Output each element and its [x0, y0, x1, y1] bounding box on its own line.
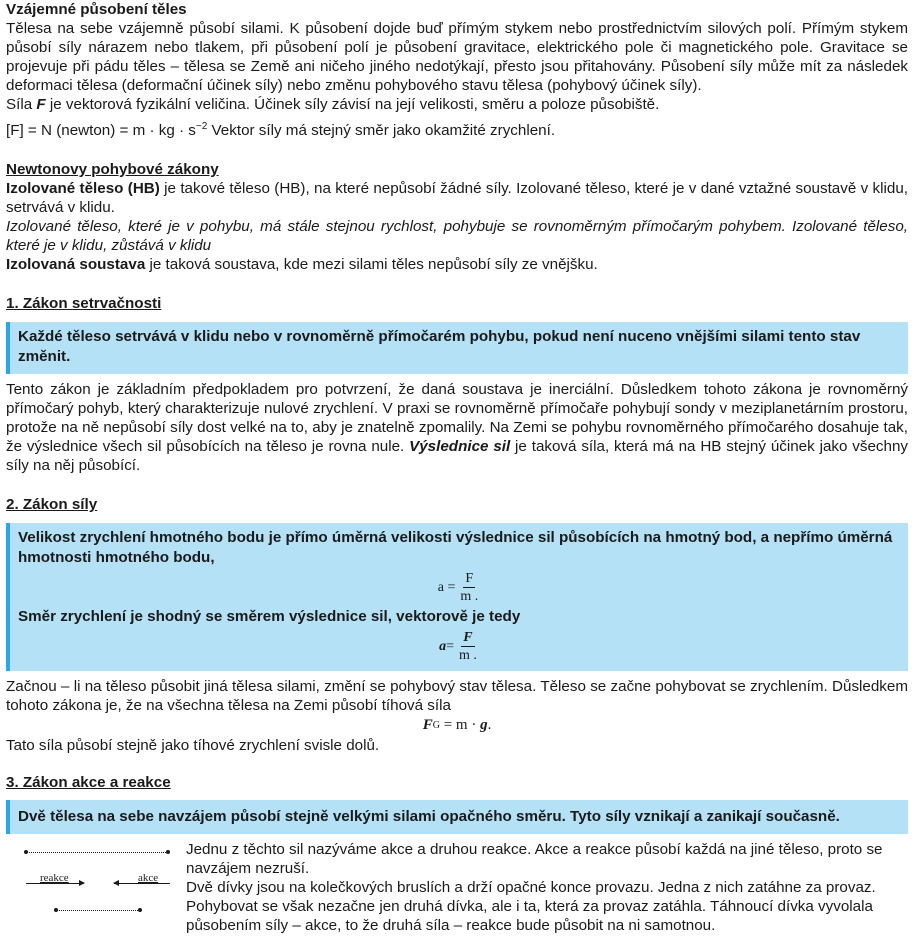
dot [54, 908, 58, 912]
paragraph-law3-2: Dvě dívky jsou na kolečkových bruslích a drží opačné konce provazu. Jedna z nich zatáhne za provaz. Pohybovat se však nezačne jen druhá dívka, ale i ta, která za provaz zatáhla. Táhnoucí dívka vyvolala působením síly – akce, to že druhá síla – reakce bude působit na ni samotnou. [186, 879, 876, 934]
gravity-force-symbol: F [422, 717, 433, 733]
text: Síla [6, 96, 37, 113]
text: je taková soustava, kde mezi silami těles nepůsobí síly ze vnějšku. [145, 256, 598, 273]
label-action: akce [138, 872, 159, 884]
paragraph-law2-gravity: Tato síla působí stejně jako tíhové zrychlení svisle dolů. [6, 737, 380, 754]
paragraph-law2: Začnou – li na těleso působit jiná tělesa silami, změní se pohybový stav tělesa. Těleso se začne pohybovat se zrychlením. Důsledkem tohoto zákona je, že na všechna tělesa na Zemi působí tíhová síla [6, 678, 908, 714]
law3-statement: Dvě tělesa na sebe navzájem působí stejně velkými silami opačného směru. Tyto síly vznikají a zanikají současně. [18, 808, 840, 825]
arrow-action [114, 883, 170, 884]
fraction [457, 629, 479, 664]
term-resultant: Výslednice sil [409, 438, 511, 455]
unit-definition: [F] = N (newton) = m · kg · s [6, 122, 196, 139]
fraction-numerator: F [465, 571, 474, 586]
formula-mid: = m · [439, 717, 481, 733]
text: je takové těleso (HB), na které nepůsobí žádné síly. Izolované těleso, které je v dané vztažné soustavě v klidu, setrvává v klidu. [6, 180, 908, 216]
law3-statement-box [6, 800, 908, 834]
fraction-numerator: F [463, 630, 473, 645]
fraction-denominator [457, 647, 479, 664]
term-isolated-body: Izolované těleso (HB) [6, 180, 160, 197]
unit-exponent: −2 [195, 121, 208, 132]
paragraph-isolated-system [6, 255, 908, 274]
formula-end: . [473, 648, 477, 663]
dot [138, 908, 142, 912]
law1-statement-box [6, 322, 908, 374]
rope-line-bottom [56, 910, 140, 911]
formula-lhs: a = [437, 580, 456, 595]
fraction-denominator [458, 588, 480, 605]
text: Tento zákon je základním předpokladem pro potvrzení, že daná soustava je inerciální. Důsledkem tohoto zákona je rovnoměrný přímočarý pohyb, který charakterizuje nulové zrychlení. V praxi se rovnoměrně přímočaře pohybují sondy v meziplanetárním prostoru, protože na ně nepůsobí síly dost velké na to, aby je znatelně zpomalily. Na Zemi se pohybu rovnoměrného přímočarého dosahuje tak, že výslednice všech sil působících na těleso je rovna nule. [6, 381, 908, 455]
law1-statement: Každé těleso setrvává v klidu nebo v rovnoměrně přímočarém pohybu, pokud není nuceno vnějšími silami tento stav změnit. [18, 328, 861, 365]
law3-example-row [6, 840, 908, 935]
section-heading-law3: 3. Zákon akce a reakce [6, 774, 171, 791]
section-heading-newton: Newtonovy pohybové zákony [6, 161, 219, 178]
formula-end: . [487, 717, 492, 733]
paragraph-interaction: Tělesa na sebe vzájemně působí silami. K působení dojde buď přímým stykem nebo prostřednictvím silových polí. Přímým stykem působí síly nárazem nebo tlakem, při působení polí je působení gravitace, elektrického pole či magnetického pole. Gravitace se projevuje při pádu těles – tělesa se Země ani ničeho jiného nedotýkají, přesto jsou přitahovány. Působení síly může mít za následek deformaci tělesa (deformační účinek síly) nebo změnu pohybového stavu tělesa (pohybový účinek síly). [6, 20, 908, 94]
force-symbol: F [36, 96, 46, 113]
paragraph-law3-1: Jednu z těchto sil nazýváme akce a druhou reakce. Akce a reakce působí každá na jiné těleso, proto se navzájem nezruší. [186, 841, 883, 877]
dot [24, 850, 28, 854]
formula-eq: = [446, 639, 454, 654]
denominator-text: m [459, 648, 470, 663]
section-heading-interaction: Vzájemné působení těles [6, 1, 187, 18]
label-reaction: reakce [40, 872, 69, 884]
denominator-text: m [460, 589, 472, 604]
law2-direction: Směr zrychlení je shodný se směrem výslednice sil, vektorově je tedy [18, 608, 521, 625]
law2-statement-box [6, 523, 908, 671]
gravity-g: g [480, 717, 488, 733]
law2-statement: Velikost zrychlení hmotného bodu je přímo úměrná velikosti výslednice sil působících na hmotný bod, a nepřímo úměrná hmotnosti hmotného bodu, [18, 529, 893, 566]
paragraph-force-vector [6, 95, 908, 114]
rope-line-top [26, 852, 168, 853]
document-page [6, 0, 908, 935]
section-heading-law1: 1. Zákon setrvačnosti [6, 295, 162, 312]
formula-acceleration [18, 570, 900, 605]
law3-example-text [186, 840, 908, 935]
action-reaction-diagram [6, 840, 186, 920]
fraction [458, 570, 480, 605]
unit-line [6, 117, 908, 140]
dot [166, 850, 170, 854]
section-heading-law2: 2. Zákon síly [6, 496, 98, 513]
paragraph-isolated-italic: Izolované těleso, které je v pohybu, má stále stejnou rychlost, pohybuje se rovnoměrným přímočarým pohybem. Izolované těleso, které je v klidu, zůstává v klidu [6, 218, 908, 254]
formula-lhs-vector: a [439, 639, 447, 654]
gravity-subscript: G [432, 720, 440, 731]
term-isolated-system: Izolovaná soustava [6, 256, 146, 273]
text: je vektorová fyzikální veličina. Účinek síly závisí na její velikosti, směru a poloze působiště. [45, 96, 660, 113]
paragraph-isolated-body [6, 179, 908, 217]
formula-gravity [6, 716, 908, 735]
unit-note: Vektor síly má stejný směr jako okamžité zrychlení. [207, 122, 556, 139]
arrow-reaction [26, 883, 84, 884]
formula-end: . [474, 589, 479, 604]
formula-acceleration-vector [18, 629, 900, 664]
text: je taková síla, která má na HB stejný účinek jako všechny síly na něj působící. [6, 438, 908, 474]
paragraph-law1 [6, 380, 908, 475]
